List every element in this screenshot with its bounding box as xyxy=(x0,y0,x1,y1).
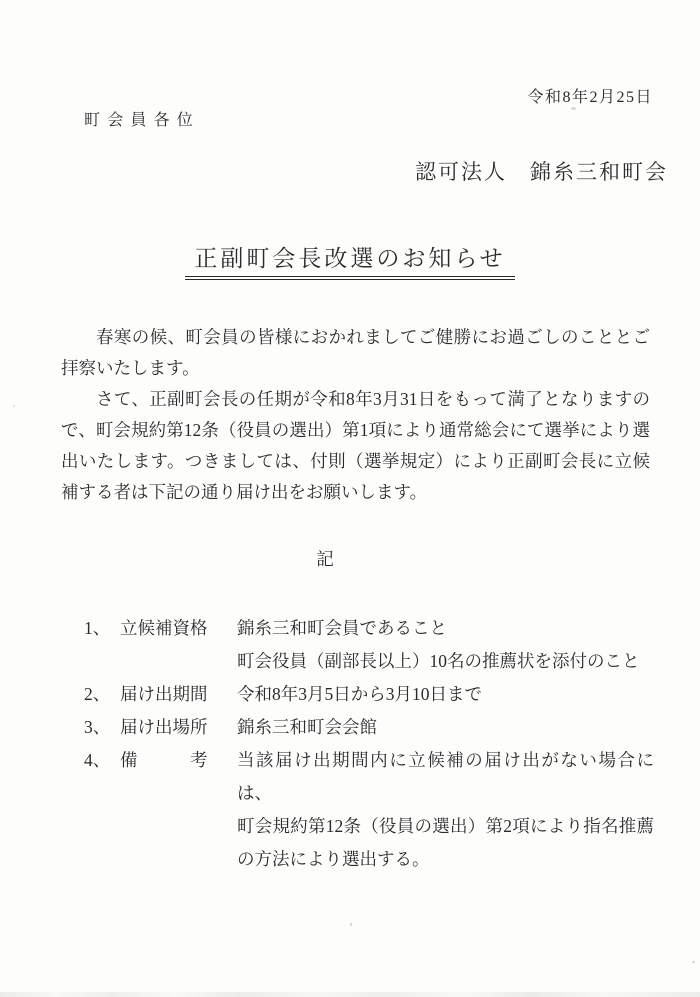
item-number: 4、 xyxy=(84,750,111,770)
document-title: 正副町会長改選のお知らせ xyxy=(185,240,514,280)
item-value-line: 錦糸三和町会会館 xyxy=(237,717,377,737)
scan-speck xyxy=(692,961,695,963)
scan-speck xyxy=(350,923,352,926)
item-value-line: 町会規約第12条（役員の選出）第2項により指名推薦の方法により選出する。 xyxy=(237,816,654,869)
item-value-line: 令和8年3月5日から3月10日まで xyxy=(237,684,482,704)
notification-items xyxy=(84,612,654,876)
item-value-line: 錦糸三和町会員であること xyxy=(237,618,447,638)
list-item-place xyxy=(84,711,654,744)
record-marker: 記 xyxy=(316,549,336,569)
document-date: 令和8年2月25日 xyxy=(527,89,653,106)
scan-speck xyxy=(571,107,576,110)
item-value xyxy=(237,678,654,711)
scan-speck xyxy=(13,405,15,407)
list-item-period xyxy=(84,678,654,711)
item-label: 備 考 xyxy=(120,750,208,770)
item-number: 2、 xyxy=(84,684,111,704)
item-label: 立候補資格 xyxy=(120,618,208,638)
sender-organization: 認可法人 錦糸三和町会 xyxy=(415,160,668,184)
body-text xyxy=(61,322,650,508)
item-value-line: 当該届け出期間内に立候補の届け出がない場合には、 xyxy=(237,750,654,803)
item-value xyxy=(237,744,654,876)
item-number: 1、 xyxy=(84,618,111,638)
addressee-line: 町会員各位 xyxy=(84,112,201,129)
item-number: 3、 xyxy=(84,717,111,737)
title-block xyxy=(0,240,700,280)
item-value xyxy=(237,612,654,678)
list-item-remarks xyxy=(84,744,654,876)
item-value xyxy=(237,711,654,744)
list-item-qualification xyxy=(84,612,654,678)
main-paragraph: さて、正副町会長の任期が令和8年3月31日をもって満了となりますので、町会規約第12条（役員の選出）第1項により通常総会にて選挙により選出いたします。つきましては、付則（選挙規定）により正副町会長に立候補する者は下記の通り届け出をお願いします。 xyxy=(61,389,650,502)
scan-artifact-bottom-edge xyxy=(0,992,700,997)
greeting-paragraph: 春寒の候、町会員の皆様におかれましてご健勝にお過ごしのこととご拝察いたします。 xyxy=(61,327,650,378)
item-value-line: 町会役員（副部長以上）10名の推薦状を添付のこと xyxy=(237,651,640,671)
item-label: 届け出場所 xyxy=(120,717,208,737)
item-label: 届け出期間 xyxy=(120,684,208,704)
